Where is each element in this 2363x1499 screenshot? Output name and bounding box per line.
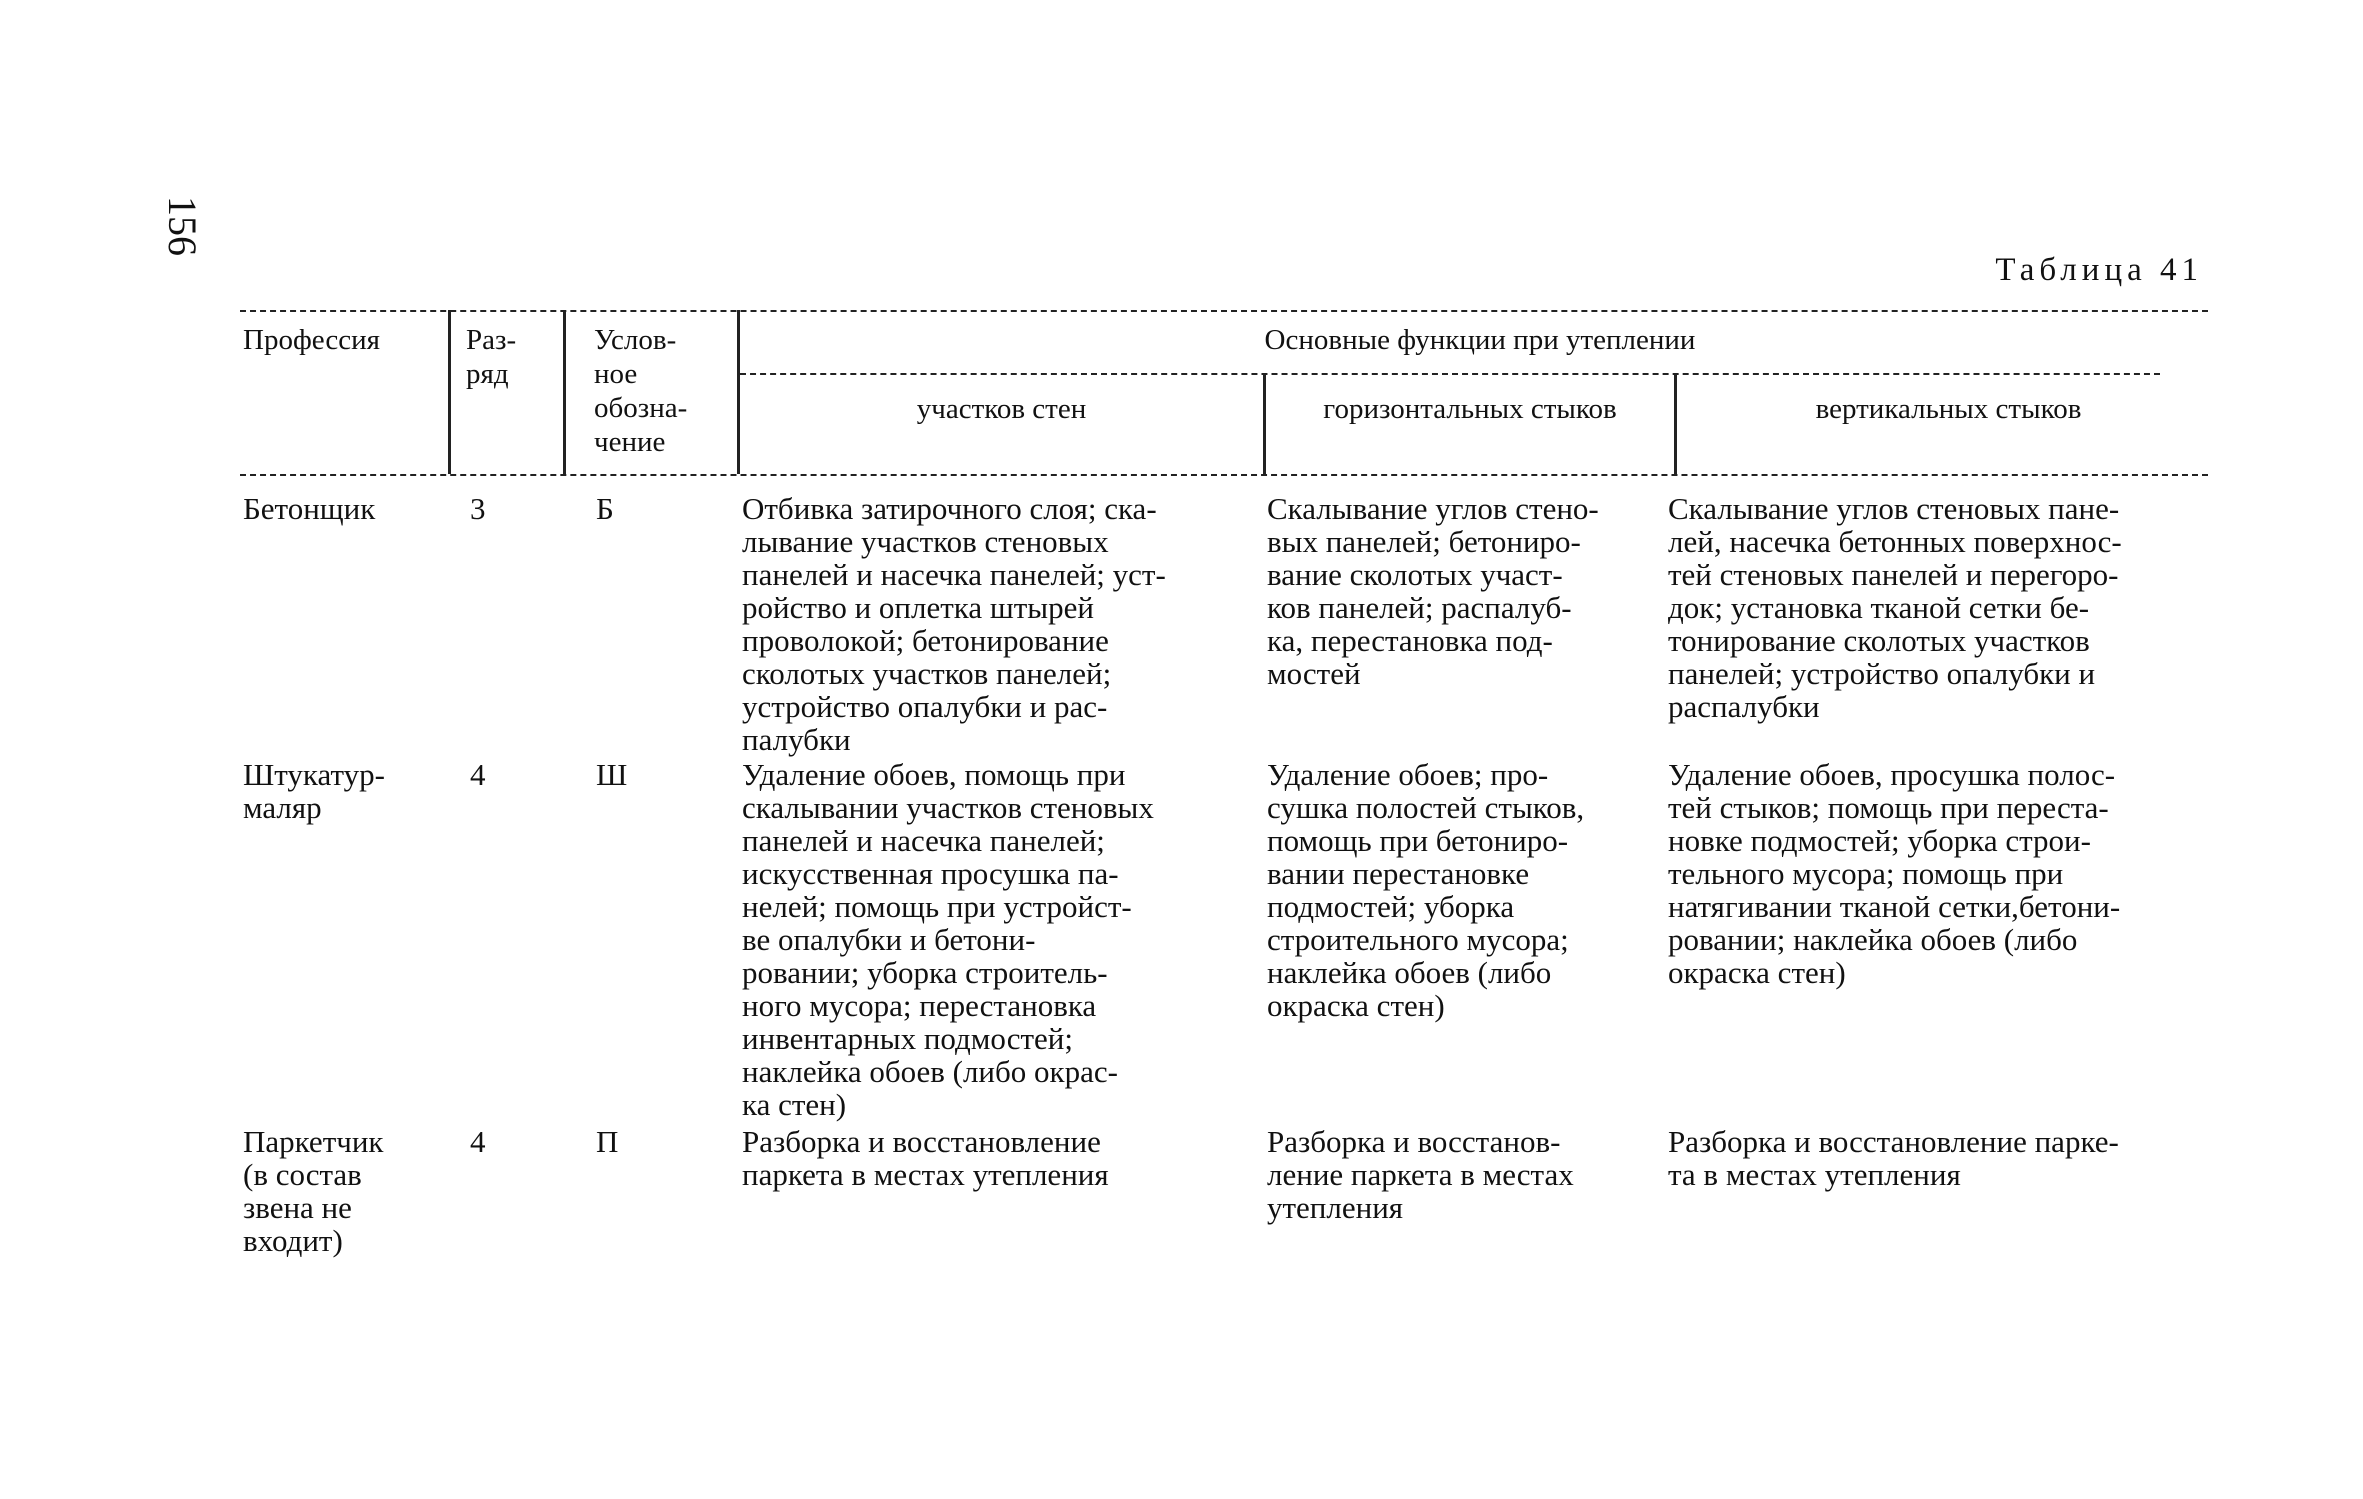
- row-1-grade: 3: [470, 491, 486, 526]
- row-1-walls: Отбивка затирочного слоя; ска- лывание участков стеновых панелей и насечка панелей; уст- ройство и оплетка штырей проволокой; бетонирование сколотых участков панелей; устройство опалубки и рас- палубки: [742, 491, 1166, 757]
- row-3-horizontal: Разборка и восстанов- ление паркета в местах утепления: [1267, 1124, 1574, 1225]
- header-profession: Профессия: [243, 324, 380, 356]
- header-symbol: Услов- ное обозна- чение: [594, 324, 688, 458]
- row-1-profession: Бетонщик: [243, 491, 376, 526]
- row-1-horizontal: Скалывание углов стено- вых панелей; бетониро- вание сколотых участ- ков панелей; распалуб- ка, перестановка под- мостей: [1267, 491, 1599, 691]
- row-2-symbol: Ш: [596, 757, 628, 792]
- subheader-rule: [740, 373, 2160, 375]
- header-walls: участков стен: [916, 393, 1087, 425]
- row-2-horizontal: Удаление обоев; про- сушка полостей стыков, помощь при бетониро- вании перестановке подмостей; уборка строительного мусора; наклейка обоев (либо окраска стен): [1267, 757, 1585, 1023]
- row-2-vertical: Удаление обоев, просушка полос- тей стыков; помощь при переста- новке подмостей; уборка строи- тельного мусора; помощь при натягивании тканой сетки,бетони- ровании; наклейка обоев (либо окраска стен): [1668, 757, 2121, 990]
- row-1-symbol: Б: [596, 491, 614, 526]
- header-bottom-rule: [240, 474, 2208, 476]
- table-top-rule: [240, 310, 2208, 312]
- row-3-grade: 4: [470, 1124, 486, 1159]
- header-horizontal: горизонтальных стыков: [1323, 393, 1617, 425]
- row-1-vertical: Скалывание углов стеновых пане- лей, насечка бетонных поверхнос- тей стеновых панелей и перегоро- док; установка тканой сетки бе- тонирование сколотых участков панелей; устройство опалубки и распалубки: [1668, 491, 2122, 724]
- header-divider-1: [448, 310, 451, 474]
- row-3-walls: Разборка и восстановление паркета в местах утепления: [742, 1124, 1109, 1192]
- row-3-profession: Паркетчик (в состав звена не входит): [243, 1124, 384, 1258]
- header-divider-2: [563, 310, 566, 474]
- row-2-walls: Удаление обоев, помощь при скалывании участков стеновых панелей и насечка панелей; искусственная просушка па- нелей; помощь при устройст- ве опалубки и бетони- ровании; уборка строитель- ного мусора; перестановка инвентарных подмостей; наклейка обоев (либо окрас- ка стен): [742, 757, 1154, 1122]
- table-label: Таблица 41: [1995, 252, 2203, 288]
- page-number: 156: [160, 196, 205, 256]
- row-2-profession: Штукатур- маляр: [243, 757, 385, 825]
- header-main-functions: Основные функции при утеплении: [1264, 324, 1696, 356]
- row-3-vertical: Разборка и восстановление парке- та в местах утепления: [1668, 1124, 2119, 1192]
- row-2-grade: 4: [470, 757, 486, 792]
- header-grade: Раз- ряд: [466, 324, 517, 390]
- row-3-symbol: П: [596, 1124, 619, 1159]
- header-vertical: вертикальных стыков: [1815, 393, 2082, 425]
